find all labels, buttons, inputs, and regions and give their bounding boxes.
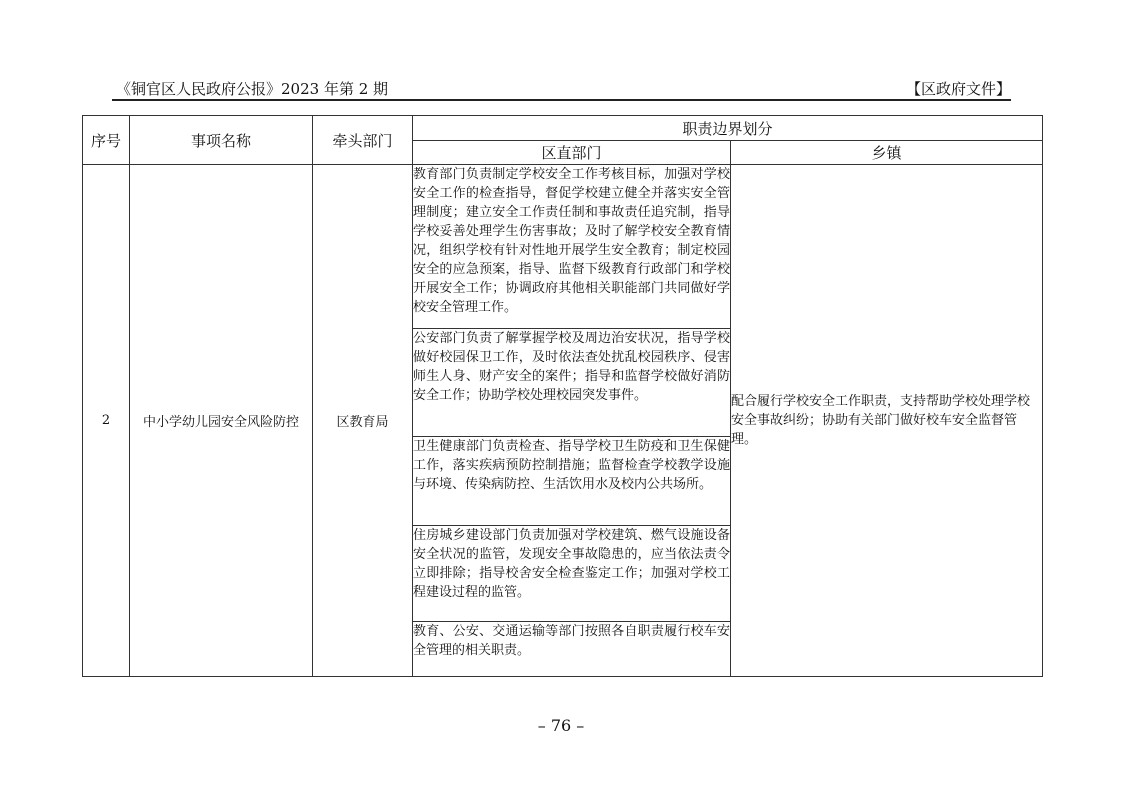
header-item-name: 事项名称 (130, 116, 313, 165)
header-district-depts: 区直部门 (413, 141, 731, 165)
district-duty-housing-construction: 住房城乡建设部门负责加强对学校建筑、燃气设施设备安全状况的监管，发现安全事故隐患的，应当依法责令立即排除；指导校舍安全检查鉴定工作；加强对学校工程建设过程的监管。 (413, 526, 731, 622)
section-label: 【区政府文件】 (906, 80, 1012, 98)
header-index: 序号 (83, 116, 130, 165)
district-duty-public-security: 公安部门负责了解掌握学校及周边治安状况，指导学校做好校园保卫工作，及时依法查处扰乱校园秩序、侵害师生人身、财产安全的案件；指导和监督学校做好消防安全工作；协助学校处理校园突发事件。 (413, 329, 731, 437)
publication-title: 《铜官区人民政府公报》2023 年第 2 期 (116, 80, 389, 98)
duty-division-table (82, 115, 1043, 677)
row-index: 2 (83, 165, 130, 677)
header-divider (112, 99, 1011, 101)
town-duty: 配合履行学校安全工作职责，支持帮助学校处理学校安全事故纠纷；协助有关部门做好校车安全监督管理。 (731, 165, 1043, 677)
district-duty-education: 教育部门负责制定学校安全工作考核目标，加强对学校安全工作的检查指导，督促学校建立健全并落实安全管理制度；建立安全工作责任制和事故责任追究制，指导学校妥善处理学生伤害事故；及时了解学校安全教育情况，组织学校有针对性地开展学生安全教育；制定校园安全的应急预案，指导、监督下级教育行政部门和学校开展安全工作；协调政府其他相关职能部门共同做好学校安全管理工作。 (413, 165, 731, 329)
district-duty-school-bus: 教育、公安、交通运输等部门按照各自职责履行校车安全管理的相关职责。 (413, 622, 731, 677)
header-lead-dept: 牵头部门 (313, 116, 413, 165)
page-number: – 76 – (537, 716, 585, 735)
district-duty-health: 卫生健康部门负责检查、指导学校卫生防疫和卫生保健工作，落实疾病预防控制措施；监督检查学校教学设施与环境、传染病防控、生活饮用水及校内公共场所。 (413, 437, 731, 526)
header-towns: 乡镇 (731, 141, 1043, 165)
row-lead-dept: 区教育局 (313, 165, 413, 677)
row-item-name: 中小学幼儿园安全风险防控 (130, 165, 313, 677)
header-duty-division: 职责边界划分 (413, 116, 1043, 141)
